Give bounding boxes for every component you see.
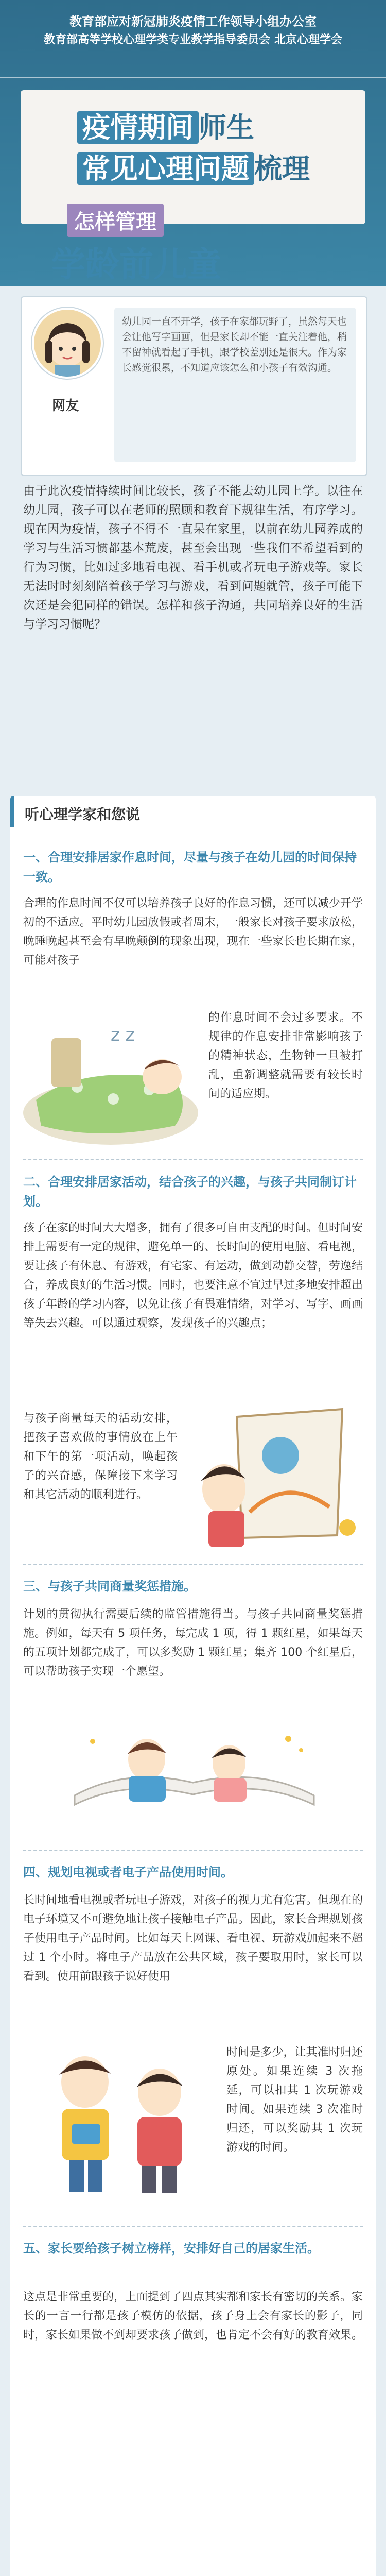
avatar — [32, 308, 103, 379]
title-line-1-accent: 疫情期间 — [77, 111, 199, 144]
svg-text:z z: z z — [111, 1025, 135, 1045]
content-card — [10, 796, 376, 2576]
title-line-2-rest: 梳理 — [254, 152, 310, 185]
section-4-heading: 四、规划电视或者电子产品使用时间。 — [23, 1865, 233, 1879]
section-4-body-a: 长时间地看电视或者玩电子游戏，对孩子的视力尤有危害。但现在的电子环境又不可避免地让孩子接触电子产品。因此，家长合理规划孩子使用电子产品时间。比如每天上网课、看电视、玩游戏加起来不超过 1 个小时。将电子产品放在公共区域，孩子要取用时，家长可以看到。使用前跟孩子说好使用 — [23, 1894, 363, 1983]
section-5-heading: 五、家长要给孩子树立榜样，安排好自己的居家生活。 — [23, 2241, 320, 2256]
quote-bubble — [114, 308, 356, 462]
title-line-3: 怎样管理 — [67, 204, 164, 237]
title-line-1 — [77, 106, 254, 145]
sleeping-child-illustration — [21, 1002, 201, 1149]
section-2-heading: 二、合理安排居家活动，结合孩子的兴趣，与孩子共同制订计划。 — [23, 1175, 357, 1209]
section-1-heading: 一、合理安排居家作息时间，尽量与孩子在幼儿园的时间保持一致。 — [23, 850, 357, 884]
org-line-1: 教育部应对新冠肺炎疫情工作领导小组办公室 — [69, 14, 317, 29]
quote-text: 幼儿园一直不开学，孩子在家都玩野了，虽然每天也会让他写字画画，但是家长却不能一直关注着他，稍不留神就看起了手机，跟学校差别还是很大。作为家长感觉很累，不知道应该怎么和小孩子有效沟通。 — [122, 316, 347, 374]
section-4-body-b: 时间是多少，让其准时归还原处。如果连续 3 次拖延，可以扣其 1 次玩游戏时间。如果连续 3 次准时归还，可以奖励其 1 次玩游戏的时间。 — [226, 2046, 363, 2154]
org-line-2: 教育部高等学校心理学类专业教学指导委员会 北京心理学会 — [44, 33, 342, 46]
avatar-name: 网友 — [51, 398, 79, 414]
section-divider — [23, 1850, 363, 1851]
cartoon-girl-icon — [34, 310, 101, 377]
section-1-body-b: 的作息时间不会过多要求。不规律的作息安排非常影响孩子的精神状态，生物钟一旦被打乱，重新调整就需要有较长时间的适应期。 — [208, 1011, 363, 1100]
section-3-heading: 三、与孩子共同商量奖惩措施。 — [23, 1579, 196, 1594]
title-line-2-accent: 常见心理问题 — [77, 152, 254, 185]
section-divider — [23, 1564, 363, 1565]
section-2-body-b: 与孩子商量每天的活动安排，把孩子喜欢做的事情放在上午和下午的第一项活动，唤起孩子的兴奋感，保障接下来学习和其它活动的顺利进行。 — [23, 1412, 178, 1501]
section-divider — [23, 2226, 363, 2227]
header-divider — [0, 77, 386, 78]
section-3-body-a: 计划的贯彻执行需要后续的监管措施得当。与孩子共同商量奖惩措施。例如，每天有 5 项任务，每完成 1 项，得 1 颗红星，如果每天的五项计划都完成了，可以多奖励 1 颗红星；集齐 100 个红星后，可以帮助孩子实现一个愿望。 — [23, 1608, 363, 1678]
title-line-2 — [77, 147, 310, 187]
section-1-body-a: 合理的作息时间不仅可以培养孩子良好的作息习惯，还可以减少开学初的不适应。平时幼儿园放假或者周末，一般家长对孩子要求放松，晚睡晚起甚至会有早晚颠倒的现象出现，现在一些家长也长期在家，可能对孩子 — [23, 897, 363, 967]
section-tab — [10, 796, 148, 827]
intro-quote — [21, 296, 367, 476]
section-5-body-a: 这点是非常重要的，上面提到了四点其实都和家长有密切的关系。家长的一言一行都是孩子模仿的依据，孩子身上会有家长的影子，同时，家长如果做不到却要求孩子做到，也肯定不会有好的教育效果。 — [23, 2291, 363, 2342]
reading-children-illustration — [54, 1718, 332, 1837]
section-2-body-a: 孩子在家的时间大大增多，拥有了很多可自由支配的时间。但时间安排上需要有一定的规律，避免单一的、长时间的使用电脑、看电视，要让孩子有休息、有游戏，有宅家、有运动，做到动静交替，劳逸结合，养成良好的生活习惯。同时，也要注意不宜过早过多地安排超出孩子年龄的学习内容，以免让孩子有畏难情绪，对学习、写字、画画等失去兴趣。可以通过观察，发现孩子的兴趣点； — [23, 1222, 363, 1330]
intro-paragraph: 由于此次疫情持续时间比较长，孩子不能去幼儿园上学。以往在幼儿园，孩子可以在老师的照顾和教育下规律生活，有序学习。现在因为疫情，孩子不得不一直呆在家里，以前在幼儿园养成的学习与生活习惯都基本荒废，甚至会出现一些我们不希望看到的行为习惯，比如过多地看电视、看手机或者玩电子游戏等。家长无法时时刻刻陪着孩子学习与游戏，看到问题就管，孩子可能下次还是会犯同样的错误。怎样和孩子沟通，共同培养良好的生活与学习习惯呢？ — [23, 484, 363, 631]
section-divider — [23, 1159, 363, 1160]
section-title: 听心理学家和您说 — [25, 806, 141, 823]
painting-child-illustration — [188, 1388, 368, 1553]
header-banner — [0, 0, 386, 286]
children-with-devices-illustration — [23, 2043, 216, 2197]
title-line-1-rest: 师生 — [199, 111, 254, 144]
title-line-4: 学龄前儿童 — [51, 245, 221, 284]
